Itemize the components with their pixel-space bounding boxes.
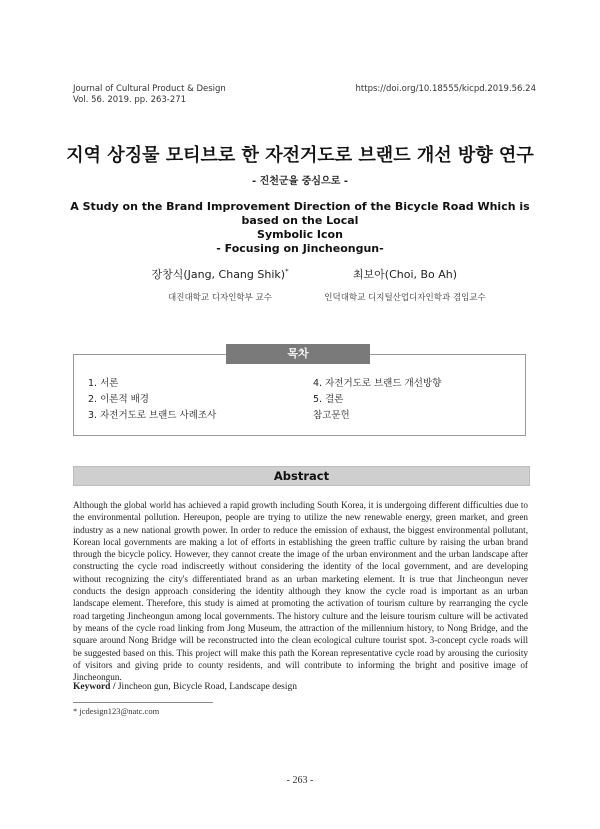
author-affiliation: 인덕대학교 디지털산업디자인학과 겸임교수 [324, 293, 486, 303]
toc-item: 4. 자전거도로 브랜드 개선방향 [313, 378, 442, 389]
english-subtitle: - Focusing on Jincheongun- [216, 242, 384, 255]
footnote: * jcdesign123@natc.com [73, 706, 160, 716]
keywords [73, 682, 297, 692]
english-title-line: Symbolic Icon [257, 228, 343, 241]
doi-link[interactable]: https://doi.org/10.18555/kicpd.2019.56.24 [355, 84, 536, 94]
author-name: 최보아(Choi, Bo Ah) [352, 268, 458, 281]
keywords-value: Jincheon gun, Bicycle Road, Landscape design [117, 682, 297, 692]
toc-heading: 목차 [226, 344, 370, 364]
toc-item: 5. 결론 [313, 394, 344, 405]
toc-item: 참고문헌 [313, 410, 350, 421]
abstract-text: Although the global world has achieved a rapid growth including South Korea, it is undergoing different difficulties due to the environmental pollution. Hereupon, people are trying to utilize the new renewable energy, green market, and green industry as a new national growth power. In order to reduce the emission of exhaust, the biggest environmental pollutant, Korean local governments are making a lot of efforts in establishing the green traffic culture by raising the urban brand through the bicycle policy. However, they cannot create the image of the urban environment and the urban landscape after constructing the cycle road indiscreetly without considering the identity of the local government, and are developing without recognizing the city's differentiated brand as an urban marketing element. It is true that Jincheongun never conducts the design approach considering the identity although they know the cycle road is important as an urban landscape element. Therefore, this study is aimed at promoting the activation of tourism culture by rearranging the cycle road targeting Jincheongun among local governments. The history culture and the leisure tourism culture will be activated by means of the cycle road linking from Jong Museum, the attraction of the millennium history, to Nong Bridge, and the square around Nong Bridge will be reconstructed into the clean ecological culture tourist spot. 3-concept cycle roads will be suggested based on this. This project will make this path the Korean representative cycle road by arousing the curiosity of visitors and giving pride to county residents, and will contribute to informing the bright and positive image of Jincheongun. [73, 500, 528, 683]
toc-item: 1. 서론 [88, 378, 119, 389]
toc-item: 3. 자전거도로 브랜드 사례조사 [88, 410, 217, 421]
corresponding-mark: * [285, 267, 289, 276]
page-number: - 263 - [286, 775, 314, 786]
author-2 [305, 266, 505, 303]
abstract-heading: Abstract [73, 466, 530, 486]
journal-name: Journal of Cultural Product & Design [73, 84, 226, 94]
author-name: 장창식(Jang, Chang Shik) [151, 268, 286, 281]
korean-subtitle: - 진천군을 중심으로 - [251, 176, 349, 187]
toc-column-left [88, 376, 216, 424]
toc-column-right [313, 376, 441, 424]
author-affiliation: 대진대학교 디자인학부 교수 [168, 293, 272, 303]
toc-item: 2. 이론적 배경 [88, 394, 149, 405]
english-title-line: A Study on the Brand Improvement Direction of the Bicycle Road Which is based on the Local [70, 200, 530, 227]
journal-header [73, 84, 226, 106]
english-title [60, 200, 540, 256]
author-1 [120, 266, 320, 303]
keywords-label: Keyword / [73, 682, 116, 692]
footnote-divider [73, 702, 213, 703]
journal-volume: Vol. 56. 2019. pp. 263-271 [73, 95, 187, 105]
korean-title: 지역 상징물 모티브로 한 자전거도로 브랜드 개선 방향 연구 [66, 145, 534, 166]
